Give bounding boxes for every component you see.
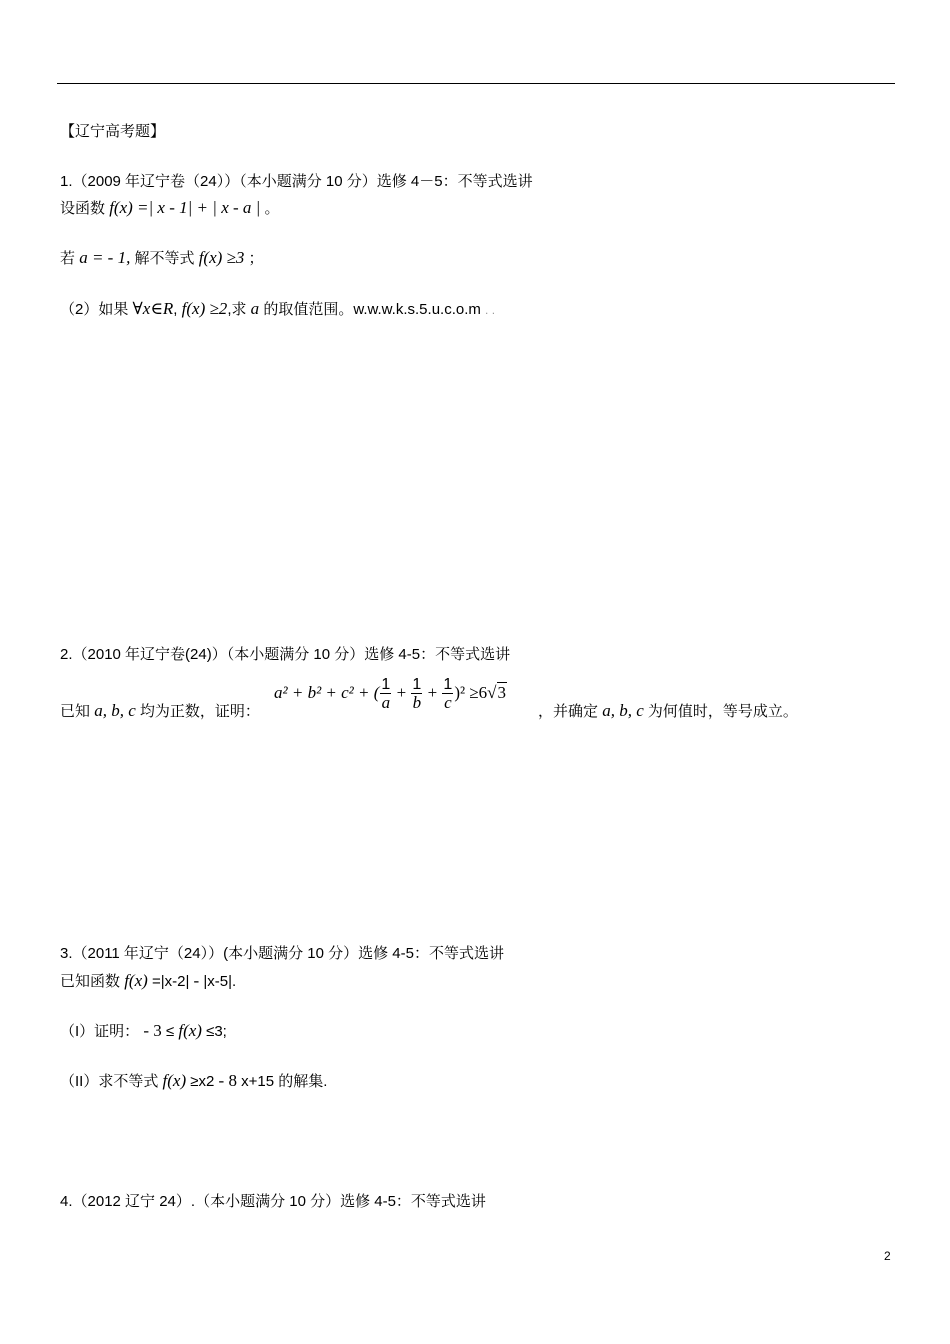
fraction-1-over-c: $\frac{1}{c}$: [443, 676, 453, 712]
problem-3-ge: ≥x2: [190, 1073, 215, 1090]
problem-3-abs-b: |x-5|.: [203, 973, 237, 990]
problem-1-comma: ,: [173, 301, 178, 318]
problem-2-inequality-left: a² + b² + c² + (: [274, 683, 380, 703]
problem-3-func: f(x): [124, 971, 148, 990]
problem-2-header: 2.（2010 年辽宁卷(24)）（本小题满分 10 分）选修 4-5：不等式选讲: [60, 646, 511, 663]
problem-2-vars: a, b, c: [94, 701, 136, 720]
problem-3-le: ≤: [165, 1023, 175, 1040]
problem-4-header: 4.（2012 辽宁 24）.（本小题满分 10 分）选修 4-5：不等式选讲: [60, 1193, 486, 1210]
problem-1-dots: . .: [485, 303, 496, 317]
problem-1-line-1: [60, 199, 280, 218]
problem-1-line-1-suffix: 。: [264, 200, 280, 217]
problem-2-suffix: 为何值时，等号成立。: [647, 703, 798, 720]
problem-1-line-2-suffix: ；: [248, 250, 264, 267]
problem-1-line-3: [60, 300, 495, 319]
problem-2-inequality: a² + b² + c² + ( $\frac{1}{a}$ + $\frac{1}{b}$ + $\frac{1}{c}$ )² ≥6√3: [274, 676, 507, 712]
problem-2-mid2: ，并确定: [538, 703, 599, 720]
problem-1-line-1-prefix: 设函数: [60, 200, 106, 217]
problem-2-suffix-text: [538, 702, 798, 721]
problem-1-header: 1.（2009 年辽宁卷（24））（本小题满分 10 分）选修 4－5：不等式选讲: [60, 173, 533, 190]
problem-1-inequality: f(x) ≥3: [198, 248, 245, 267]
problem-1-line-2: [60, 249, 264, 268]
problem-3-part-2-prefix: （II）求不等式: [60, 1073, 159, 1090]
problem-3-lower-bound: - 3: [143, 1021, 162, 1040]
problem-1-var-a: a: [250, 299, 260, 318]
problem-3-part-2: [60, 1072, 327, 1091]
header-rule: [57, 83, 895, 84]
problem-1-line-2-prefix: 若: [60, 250, 76, 267]
problem-2-mid: 均为正数，证明：: [139, 703, 260, 720]
problem-2-prefix-text: [60, 702, 260, 721]
problem-3-part-1: [60, 1022, 227, 1041]
section-title: 【辽宁高考题】: [60, 123, 166, 140]
problem-3-minus-8: - 8: [218, 1071, 237, 1090]
problem-3-line-1-prefix: 已知函数: [60, 973, 121, 990]
page-number: 2: [884, 1249, 891, 1263]
problem-3-header: 3.（2011 年辽宁（24））(本小题满分 10 分）选修 4-5：不等式选讲: [60, 945, 504, 962]
fraction-1-over-a: $\frac{1}{a}$: [381, 676, 391, 712]
problem-3-part-1-after: ≤3;: [206, 1023, 227, 1040]
problem-2-vars-2: a, b, c: [602, 701, 644, 720]
problem-1-line-3-prefix: （2）如果: [60, 301, 129, 318]
problem-1-forall: ∀x∈R: [132, 299, 174, 318]
problem-3-part-2-suffix: x+15 的解集.: [241, 1073, 328, 1090]
problem-1-function-def: f(x) =| x - 1| + | x - a |: [109, 198, 261, 217]
sqrt-3: 3: [497, 683, 507, 703]
problem-3-line-1: [60, 972, 236, 991]
problem-1-line-3-mid: ,求: [227, 301, 247, 318]
problem-2-inequality-right: )² ≥6: [454, 683, 488, 703]
problem-1-line-3-suffix: 的取值范围。w.w.w.k.s.5.u.c.o.m: [263, 301, 481, 318]
problem-1-condition: a = - 1,: [79, 248, 131, 267]
problem-1-inequality-2: f(x) ≥2: [181, 299, 228, 318]
fraction-1-over-b: $\frac{1}{b}$: [412, 676, 422, 712]
problem-3-func-3: f(x): [162, 1071, 187, 1090]
problem-3-abs-a: =|x-2|: [151, 973, 190, 990]
problem-3-minus: -: [193, 971, 200, 990]
problem-3-part-1-prefix: （I）证明：: [60, 1023, 140, 1040]
problem-2-prefix: 已知: [60, 703, 91, 720]
problem-3-func-2: f(x): [178, 1021, 202, 1040]
problem-1-line-2-mid: 解不等式: [134, 250, 195, 267]
